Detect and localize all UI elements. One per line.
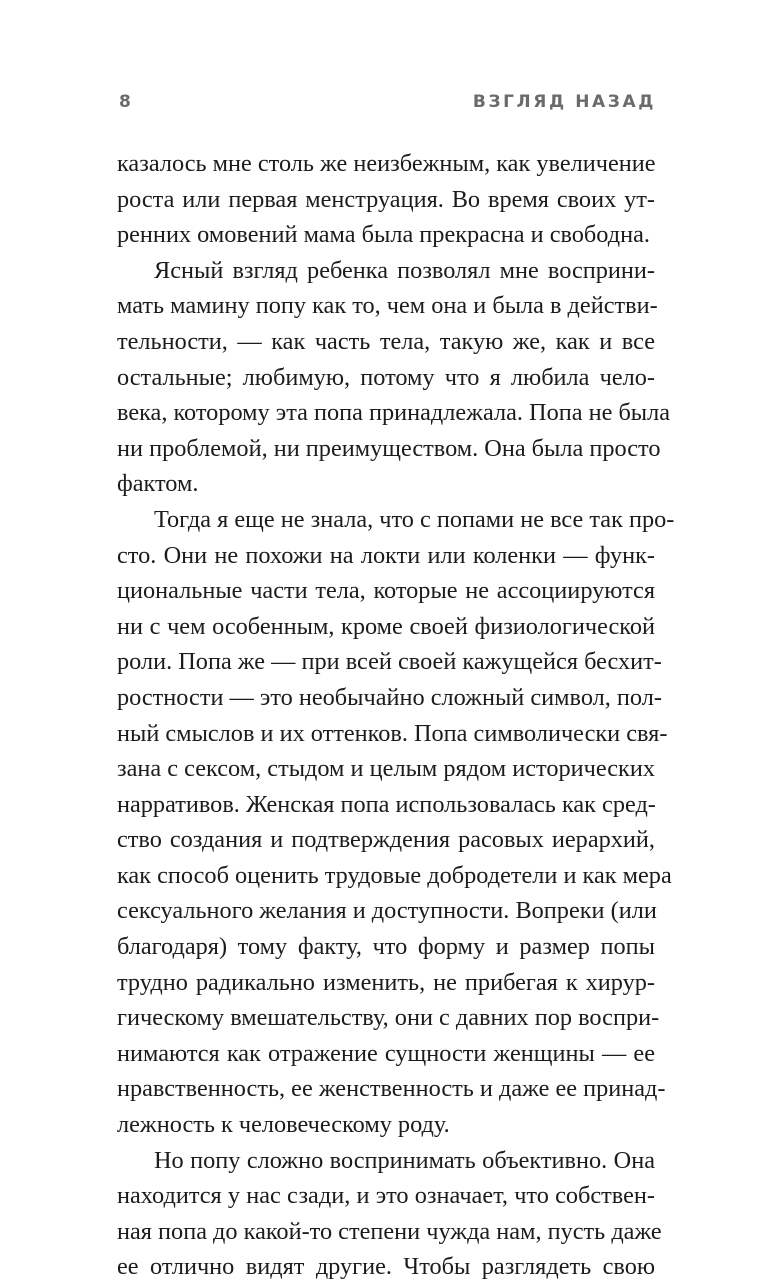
paragraph-2 [117,253,671,502]
text-line: сто. Они не похожи на локти или коленки — функ- [117,541,655,569]
text-line: века, которому эта попа принадлежала. Попа не была [117,399,671,427]
text-line: фактом. [117,470,199,498]
page-number: 8 [119,92,131,112]
text-line: роста или первая менструация. Во время своих ут- [117,185,655,213]
text-line: нимаются как отражение сущности женщины — ее [117,1039,655,1067]
text-line: ство создания и подтверждения расовых иерархий, [117,826,655,854]
text-line: Тогда я еще не знала, что с попами не все так про- [154,505,675,533]
section-title: ВЗГЛЯД НАЗАД [472,92,656,112]
text-line: ростности — это необычайно сложный символ, пол- [117,683,662,711]
body-text [117,146,675,1285]
text-line: ный смыслов и их оттенков. Попа символически свя- [117,719,668,747]
text-line: мать мамину попу как то, чем она и была в действи- [117,292,658,320]
text-line: гическому вмешательству, они с давних пор воспри- [117,1004,660,1032]
text-line: нарративов. Женская попа использовалась как сред- [117,790,656,818]
text-line: сексуального желания и доступности. Вопреки (или [117,897,657,925]
text-line: казалось мне столь же неизбежным, как увеличение [117,150,656,177]
text-line: ренних омовений мама была прекрасна и свободна. [117,221,650,249]
text-line: ни проблемой, ни преимуществом. Она была просто [117,434,661,462]
text-line: трудно радикально изменить, не прибегая к хирур- [117,968,655,996]
text-line: благодаря) тому факту, что форму и размер попы [117,933,655,961]
text-line: зана с сексом, стыдом и целым рядом исторических [117,755,655,783]
text-line: роли. Попа же — при всей своей кажущейся бесхит- [117,648,662,676]
text-line: лежность к человеческому роду. [117,1111,450,1139]
paragraph-4 [117,1143,662,1285]
text-line: ная попа до какой-то степени чужда нам, пусть даже [117,1217,662,1245]
text-line: Но попу сложно воспринимать объективно. Она [154,1146,655,1174]
text-line: как способ оценить трудовые добродетели и как мера [117,861,672,889]
paragraph-1 [117,146,655,253]
paragraph-3 [117,502,675,1143]
text-line: остальные; любимую, потому что я любила чело- [117,363,655,391]
text-line: Ясный взгляд ребенка позволял мне восприни- [154,256,655,284]
text-line: ни с чем особенным, кроме своей физиологической [117,612,655,640]
text-line: циональные части тела, которые не ассоциируются [117,577,655,605]
text-line: ее отлично видят другие. Чтобы разглядеть свою [117,1253,655,1281]
text-line: находится у нас сзади, и это означает, что собствен- [117,1182,655,1210]
running-head [119,92,656,116]
text-line: тельности, — как часть тела, такую же, как и все [117,327,655,355]
text-line: нравственность, ее женственность и даже ее принад- [117,1075,666,1103]
